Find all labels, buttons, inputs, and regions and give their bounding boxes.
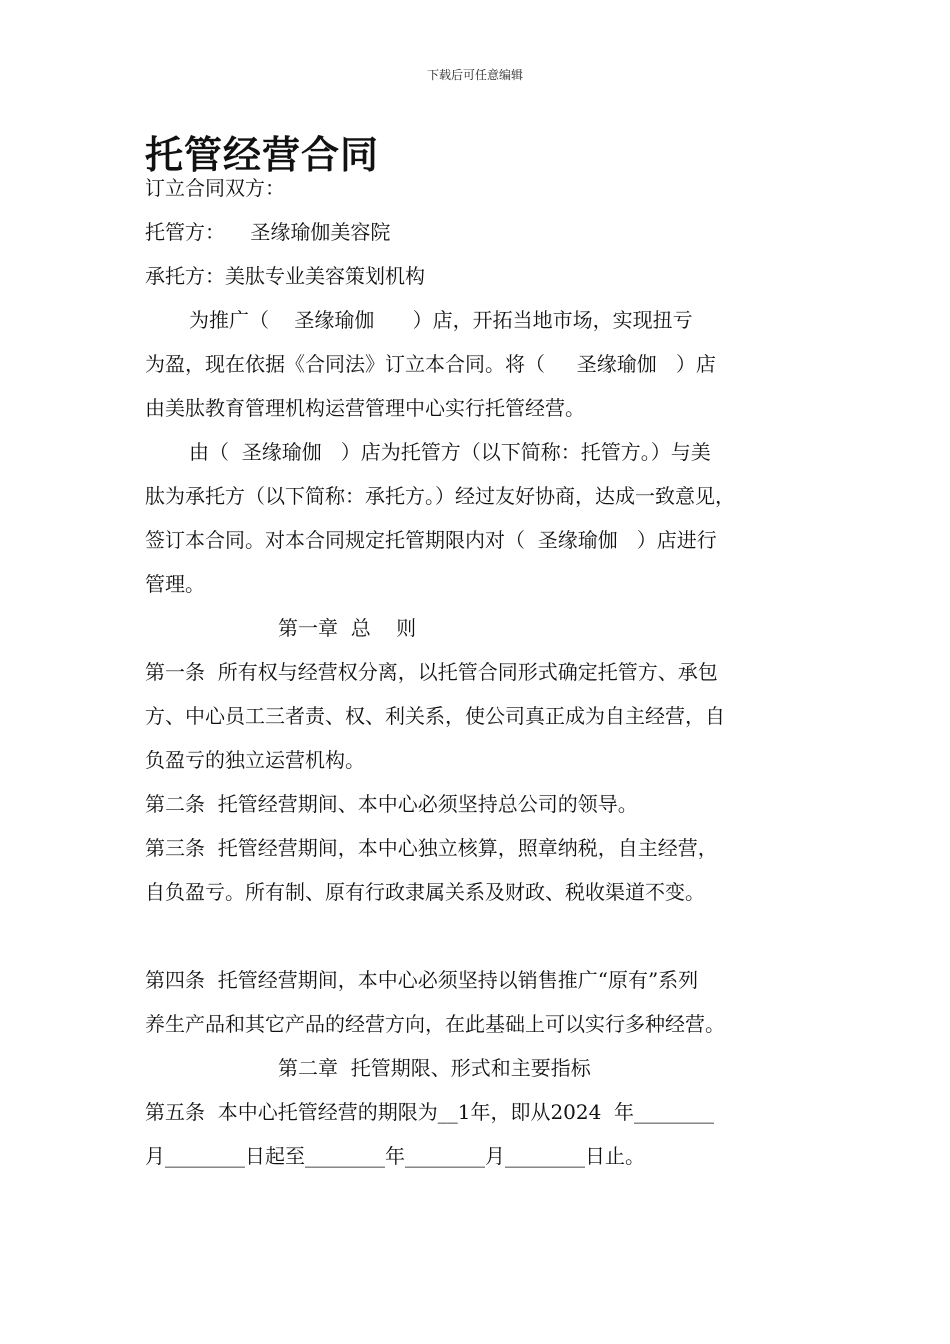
intro-parties-label: 订立合同双方： [145, 176, 285, 200]
article-line: 负盈亏的独立运营机构。 [145, 748, 365, 772]
article-line: 第二条 托管经营期间、本中心必须坚持总公司的领导。 [145, 792, 638, 816]
chapter-heading: 第二章 托管期限、形式和主要指标 [278, 1056, 591, 1080]
agreement-paragraph-line: 由（ 圣缘瑜伽 ）店为托管方（以下简称：托管方。）与美 [189, 440, 711, 464]
agreement-paragraph-line: 签订本合同。对本合同规定托管期限内对（ 圣缘瑜伽 ）店进行 [145, 528, 717, 552]
chapter-heading: 第一章 总 则 [278, 616, 417, 640]
article-line: 方、中心员工三者责、权、利关系，使公司真正成为自主经营，自 [145, 704, 725, 728]
purpose-paragraph-line: 为推广（ 圣缘瑜伽 ）店，开拓当地市场，实现扭亏 [189, 308, 693, 332]
article-line: 第四条 托管经营期间，本中心必须坚持以销售推广“原有”系列 [145, 968, 699, 992]
purpose-paragraph-line: 由美肽教育管理机构运营管理中心实行托管经营。 [145, 396, 585, 420]
agreement-paragraph-line: 肽为承托方（以下简称：承托方。）经过友好协商，达成一致意见， [145, 484, 735, 508]
purpose-paragraph-line: 为盈，现在依据《合同法》订立本合同。将（ 圣缘瑜伽 ）店 [145, 352, 716, 376]
agreement-paragraph-line: 管理。 [145, 572, 205, 596]
article-line: 第三条 托管经营期间，本中心独立核算，照章纳税，自主经营， [145, 836, 718, 860]
trustor-line: 托管方： 圣缘瑜伽美容院 [145, 220, 391, 244]
document-body [145, 166, 805, 1178]
blank-line [145, 914, 805, 958]
article-line: 月________日起至________年________月________日止。 [145, 1144, 645, 1168]
header-note: 下载后可任意编辑 [426, 68, 523, 82]
article-line: 自负盈亏。所有制、原有行政隶属关系及财政、税收渠道不变。 [145, 880, 705, 904]
article-line: 养生产品和其它产品的经营方向，在此基础上可以实行多种经营。 [145, 1012, 725, 1036]
article-line: 第五条 本中心托管经营的期限为__1年，即从2024 年________ [145, 1100, 715, 1124]
document-title: 托管经营合同 [145, 132, 380, 177]
article-line: 第一条 所有权与经营权分离，以托管合同形式确定托管方、承包 [145, 660, 718, 684]
trustee-line: 承托方：美肽专业美容策划机构 [145, 264, 425, 288]
